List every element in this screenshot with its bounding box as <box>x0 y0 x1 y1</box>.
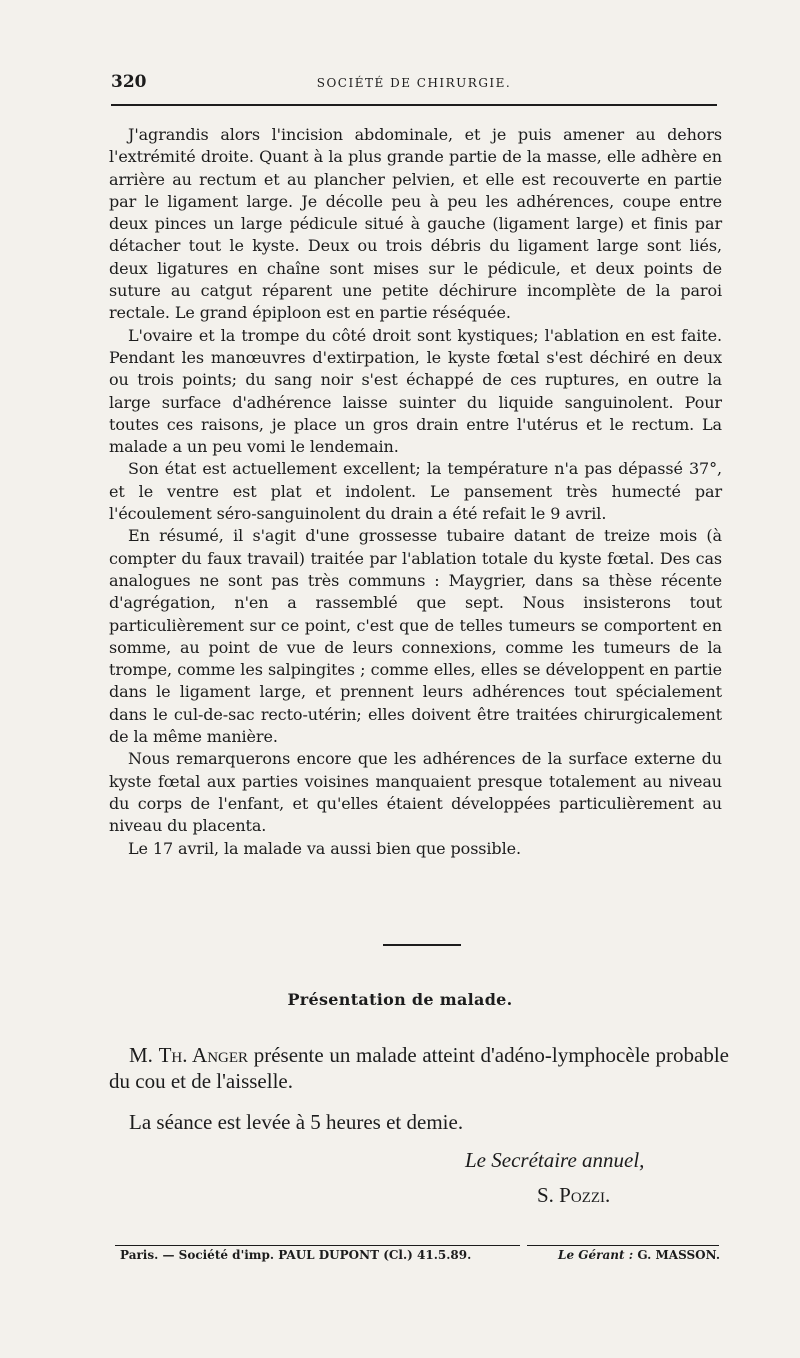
page-header <box>111 72 717 96</box>
paragraph: Nous remarquerons encore que les adhérences de la surface externe du kyste fœtal aux parties voisines manquaient presque totalement au niveau du corps de l'enfant, et qu'elles étaient développées particulièrement au niveau du placenta. <box>109 749 722 836</box>
paragraph: En résumé, il s'agit d'une grossesse tubaire datant de treize mois (à compter du faux travail) traitée par l'ablation totale du kyste fœtal. Des cas analogues ne sont pas très communs : Maygrier, dans sa thèse récente d'agrégation, n'en a rassemblé que sept. Nous insisterons tout particulièrement sur ce point, c'est que de telles tumeurs se comportent en somme, au point de vue de leurs connexions, comme les tumeurs de la trompe, comme les salpingites ; comme elles, elles se développent en partie dans le ligament large, et prennent leurs adhérences tout spécialement dans le cul-de-sac recto-utérin; elles doivent être traitées chirurgicalement de la même manière. <box>109 526 722 747</box>
manager-name: G. MASSON. <box>637 1248 720 1262</box>
body-text <box>109 124 722 860</box>
footer-rule-left <box>115 1245 520 1246</box>
presentation-body: présente un malade atteint d'adéno-lymphocèle probable du cou et de l'aisselle. <box>109 1043 729 1093</box>
signature-title: Le Secrétaire annuel, <box>465 1148 645 1172</box>
manager-credit <box>558 1248 720 1262</box>
paragraph: Le 17 avril, la malade va aussi bien que possible. <box>128 838 521 858</box>
printer-imprint: Paris. — Société d'imp. PAUL DUPONT (Cl.) 41.5.89. <box>120 1248 472 1262</box>
section-divider <box>383 944 461 946</box>
header-rule <box>111 104 717 106</box>
paragraph: J'agrandis alors l'incision abdominale, et je puis amener au dehors l'extrémité droite. Quant à la plus grande partie de la masse, elle adhère en arrière au rectum et au plancher pelvien, et elle est recouverte en partie par le ligament large. Je décolle peu à peu les adhérences, coupe entre deux pinces un large pédicule situé à gauche (ligament large) et finis par détacher tout le kyste. Deux ou trois débris du ligament large sont liés, deux ligatures en chaîne sont mises sur le pédicule, et deux points de suture au catgut réparent une petite déchirure incomplète de la paroi rectale. Le grand épiploon est en partie réséquée. <box>109 125 722 323</box>
presenter-name: Th. Anger <box>158 1043 249 1067</box>
section-title: Présentation de malade. <box>287 990 513 1009</box>
manager-label: Le Gérant : <box>558 1248 634 1262</box>
signature-name: S. Pozzi. <box>537 1183 611 1207</box>
closing-text: La séance est levée à 5 heures et demie. <box>129 1110 464 1134</box>
running-head: SOCIÉTÉ DE CHIRURGIE. <box>316 76 512 90</box>
closing-paragraph <box>109 1109 729 1135</box>
presentation-prefix: M. <box>129 1043 159 1067</box>
paragraph: L'ovaire et la trompe du côté droit sont kystiques; l'ablation en est faite. Pendant les manœuvres d'extirpation, le kyste fœtal s'est déchiré en deux ou trois points; du sang noir s'est échappé de ces ruptures, en outre la large surface d'adhérence laisse suinter du liquide sanguinolent. Pour toutes ces raisons, je place un gros drain entre l'utérus et le rectum. La malade a un peu vomi le lendemain. <box>109 325 722 457</box>
presentation-paragraph <box>109 1042 729 1094</box>
page-number: 320 <box>111 72 147 92</box>
page-footer <box>120 1248 720 1268</box>
paragraph: Son état est actuellement excellent; la température n'a pas dépassé 37°, et le ventre est plat et indolent. Le pansement très humecté par l'écoulement séro-sanguinolent du drain a été refait le 9 avril. <box>109 459 722 524</box>
footer-rule-right <box>527 1245 719 1246</box>
presentation-text <box>109 1042 729 1094</box>
